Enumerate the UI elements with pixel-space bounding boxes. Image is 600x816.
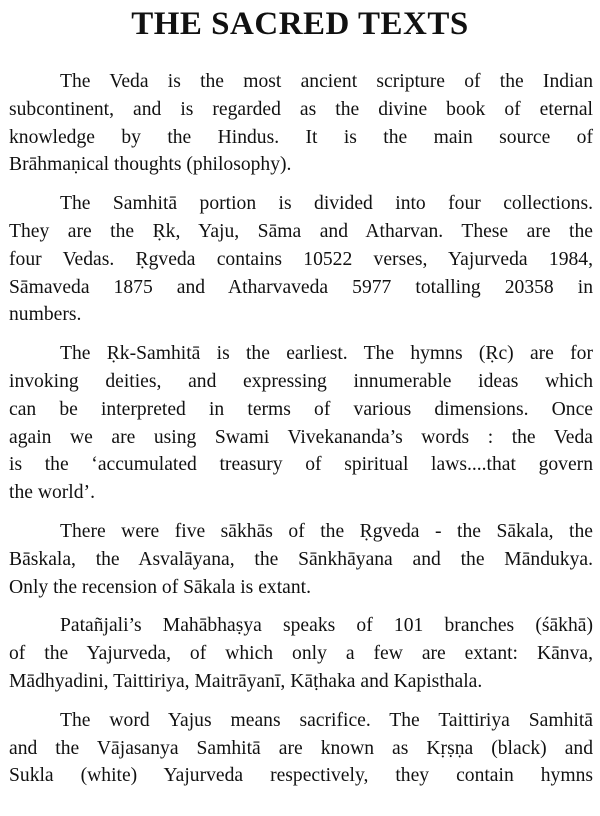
text-line: Bāskala, the Asvalāyana, the Sānkhāyana and the Māndukya. [9,548,593,570]
text-line: four Vedas. Ṛgveda contains 10522 verses, Yajurveda 1984, [9,248,593,270]
paragraph-rk-samhita [9,340,593,507]
paragraph-yajurveda-branches [9,612,593,695]
paragraph-yajus [9,707,593,790]
text-line: Brāhmaṇical thoughts (philosophy). [9,154,292,176]
text-line: can be interpreted in terms of various dimensions. Once [9,398,593,420]
text-line: invoking deities, and expressing innumerable ideas which [9,370,593,392]
text-line: is the ‘accumulated treasury of spiritual laws....that govern [9,454,593,476]
text-line: They are the Ṛk, Yaju, Sāma and Atharvan. These are the [9,220,593,242]
text-line: and the Vājasanya Samhitā are known as Kṛṣṇa (black) and [9,737,593,759]
text-line: The Samhitā portion is divided into four collections. [60,193,593,215]
text-line: subcontinent, and is regarded as the divine book of eternal [9,98,593,120]
page-title: THE SACRED TEXTS [131,6,469,42]
text-line: again we are using Swami Vivekananda’s words : the Veda [9,426,593,448]
text-line: Sukla (white) Yajurveda respectively, they contain hymns [9,765,593,787]
text-line: The Ṛk-Samhitā is the earliest. The hymns (Ṛc) are for [60,343,593,365]
text-line: Mādhyadini, Taittiriya, Maitrāyanī, Kāṭhaka and Kapisthala. [9,670,483,692]
text-line: The word Yajus means sacrifice. The Taittiriya Samhitā [60,709,593,731]
text-line: Sāmaveda 1875 and Atharvaveda 5977 totalling 20358 in [9,276,593,298]
body-text [9,68,593,801]
text-line: The Veda is the most ancient scripture of the Indian [60,71,593,92]
text-line: Patañjali’s Mahābhaṣya speaks of 101 branches (śākhā) [60,615,593,637]
text-line: knowledge by the Hindus. It is the main source of [9,126,593,148]
paragraph-veda-intro [9,68,593,179]
paragraph-samhita [9,190,593,329]
paragraph-sakhas-rgveda [9,518,593,601]
text-line: numbers. [9,304,82,326]
text-line: There were five sākhās of the Ṛgveda - the Sākala, the [60,520,593,542]
text-line: of the Yajurveda, of which only a few are extant: Kānva, [9,643,593,665]
text-line: Only the recension of Sākala is extant. [9,576,311,598]
text-line: the world’. [9,482,95,504]
